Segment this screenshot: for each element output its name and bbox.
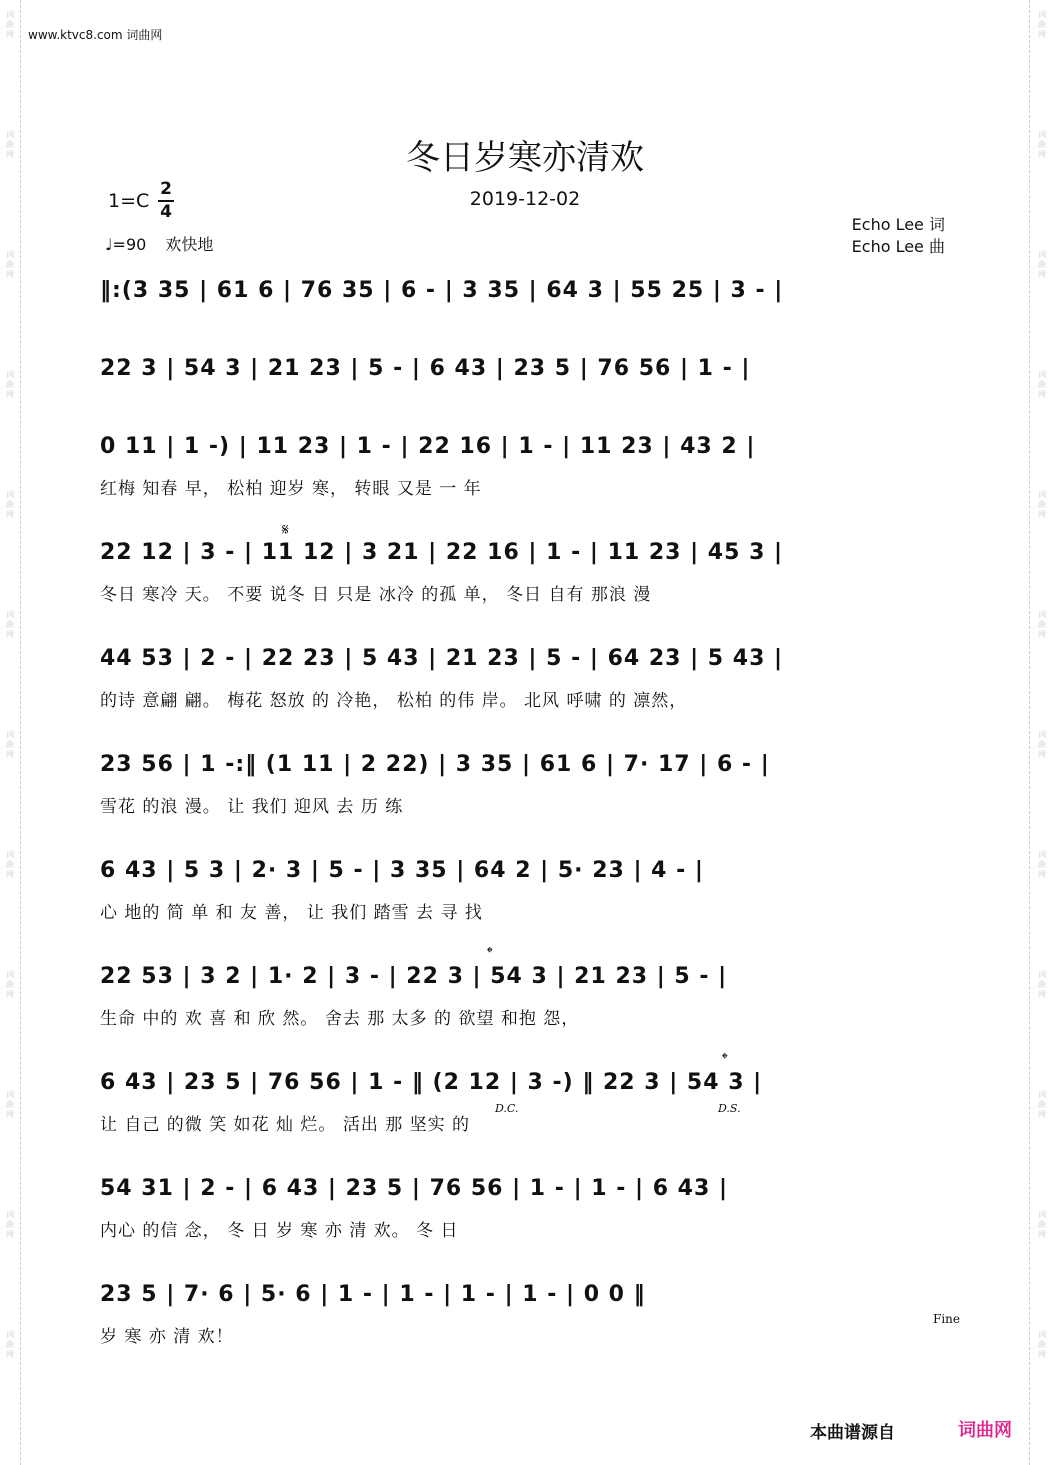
watermark-text: 词曲网 [1038,1210,1046,1239]
notation-line: 22 12 | 3 - | 11 12 | 3 21 | 22 16 | 1 - | 11 23 | 45 3 | [100,540,784,565]
lyrics-line: 雪花 的浪 漫。 让 我们 迎风 去 历 练 [100,797,404,817]
score-row [100,540,955,605]
watermark-text: 词曲网 [1038,1090,1046,1119]
score-row [100,434,955,499]
coda-mark: 𝄌 [722,1049,728,1068]
watermark-text: 词曲网 [6,10,14,39]
watermark-text: 词曲网 [1038,850,1046,879]
notation-line: 44 53 | 2 - | 22 23 | 5 43 | 21 23 | 5 - | 64 23 | 5 43 | [100,646,784,671]
tempo-expression: 欢快地 [165,235,214,254]
watermark-text: 词曲网 [6,1090,14,1119]
watermark-text: 词曲网 [6,130,14,159]
ds-mark: D.S. [718,1102,741,1115]
lyrics-line: 生命 中的 欢 喜 和 欣 然。 舍去 那 太多 的 欲望 和抱 怨， [100,1009,580,1029]
fine-mark: Fine [933,1312,960,1326]
lyrics-line: 内心 的信 念， 冬 日 岁 寒 亦 清 欢。 冬 日 [100,1221,459,1241]
watermark-text: 词曲网 [6,970,14,999]
score-row [100,1282,955,1347]
brand-logo: 词曲网 [958,1420,1012,1441]
tempo-marking [105,232,213,255]
notation-line: 22 53 | 3 2 | 1· 2 | 3 - | 22 3 | 54 3 | 21 23 | 5 - | [100,964,728,989]
notation-line: 22 3 | 54 3 | 21 23 | 5 - | 6 43 | 23 5 | 76 56 | 1 - | [100,356,751,381]
time-signature-bottom: 4 [160,202,172,222]
watermark-text: 词曲网 [1038,370,1046,399]
score-row [100,964,955,1029]
notation-line: 6 43 | 23 5 | 76 56 | 1 - ‖ (2 12 | 3 -) ‖ 22 3 | 54 3 | [100,1070,763,1095]
notation-line: 54 31 | 2 - | 6 43 | 23 5 | 76 56 | 1 - | 1 - | 6 43 | [100,1176,728,1201]
watermark-text: 词曲网 [6,490,14,519]
score-row [100,752,955,817]
watermark-text: 词曲网 [1038,130,1046,159]
watermark-text: 词曲网 [6,610,14,639]
coda-mark: 𝄌 [487,943,493,962]
lyrics-line: 让 自己 的微 笑 如花 灿 烂。 活出 那 坚实 的 [100,1115,471,1135]
score-row [100,1070,955,1135]
tempo-value: ♩=90 [105,235,147,254]
watermark-text: 词曲网 [6,1210,14,1239]
watermark-text: 词曲网 [6,250,14,279]
song-date: 2019-12-02 [469,188,581,210]
composer-credit: Echo Lee 曲 [851,237,945,256]
watermark-text: 词曲网 [6,730,14,759]
watermark-text: 词曲网 [1038,490,1046,519]
source-label: 本曲谱源自 [810,1423,895,1443]
site-header: www.ktvc8.com 词曲网 [28,28,163,42]
watermark-text: 词曲网 [1038,250,1046,279]
watermark-text: 词曲网 [6,850,14,879]
notation-line: 0 11 | 1 -) | 11 23 | 1 - | 22 16 | 1 - | 11 23 | 43 2 | [100,434,756,459]
lyrics-line: 冬日 寒冷 天。 不要 说冬 日 只是 冰冷 的孤 单， 冬日 自有 那浪 漫 [100,585,652,605]
lyrics-line: 的诗 意翩 翩。 梅花 怒放 的 冷艳， 松柏 的伟 岸。 北风 呼啸 的 凛然， [100,691,688,711]
time-signature [158,180,174,222]
score-row [100,1176,955,1241]
lyricist-credit: Echo Lee 词 [851,215,945,234]
watermark-text: 词曲网 [1038,970,1046,999]
lyrics-line: 心 地的 简 单 和 友 善， 让 我们 踏雪 去 寻 找 [100,903,483,923]
notation-line: ‖:(3 35 | 61 6 | 76 35 | 6 - | 3 35 | 64 3 | 55 25 | 3 - | [100,278,784,303]
lyrics-line: 岁 寒 亦 清 欢！ [100,1327,234,1347]
watermark-text: 词曲网 [1038,10,1046,39]
notation-line: 23 5 | 7· 6 | 5· 6 | 1 - | 1 - | 1 - | 1 - | 0 0 ‖ [100,1282,646,1307]
time-signature-top: 2 [160,179,172,199]
watermark-text: 词曲网 [1038,730,1046,759]
score-row [100,646,955,711]
watermark-text: 词曲网 [1038,610,1046,639]
watermark-text: 词曲网 [6,1330,14,1359]
key-signature: 1=C [108,190,150,212]
segno-mark: 𝄋 [282,520,289,539]
right-watermark-strip [1029,0,1050,1465]
score-row [100,356,955,404]
score-row [100,858,955,923]
watermark-text: 词曲网 [6,370,14,399]
score-row [100,278,955,326]
dc-mark: D.C. [495,1102,519,1115]
notation-line: 6 43 | 5 3 | 2· 3 | 5 - | 3 35 | 64 2 | 5· 23 | 4 - | [100,858,704,883]
left-watermark-strip [0,0,21,1465]
watermark-text: 词曲网 [1038,1330,1046,1359]
notation-line: 23 56 | 1 -:‖ (1 11 | 2 22) | 3 35 | 61 6 | 7· 17 | 6 - | [100,752,770,777]
song-title: 冬日岁寒亦清欢 [406,138,644,178]
lyrics-line: 红梅 知春 早， 松柏 迎岁 寒， 转眼 又是 一 年 [100,479,482,499]
